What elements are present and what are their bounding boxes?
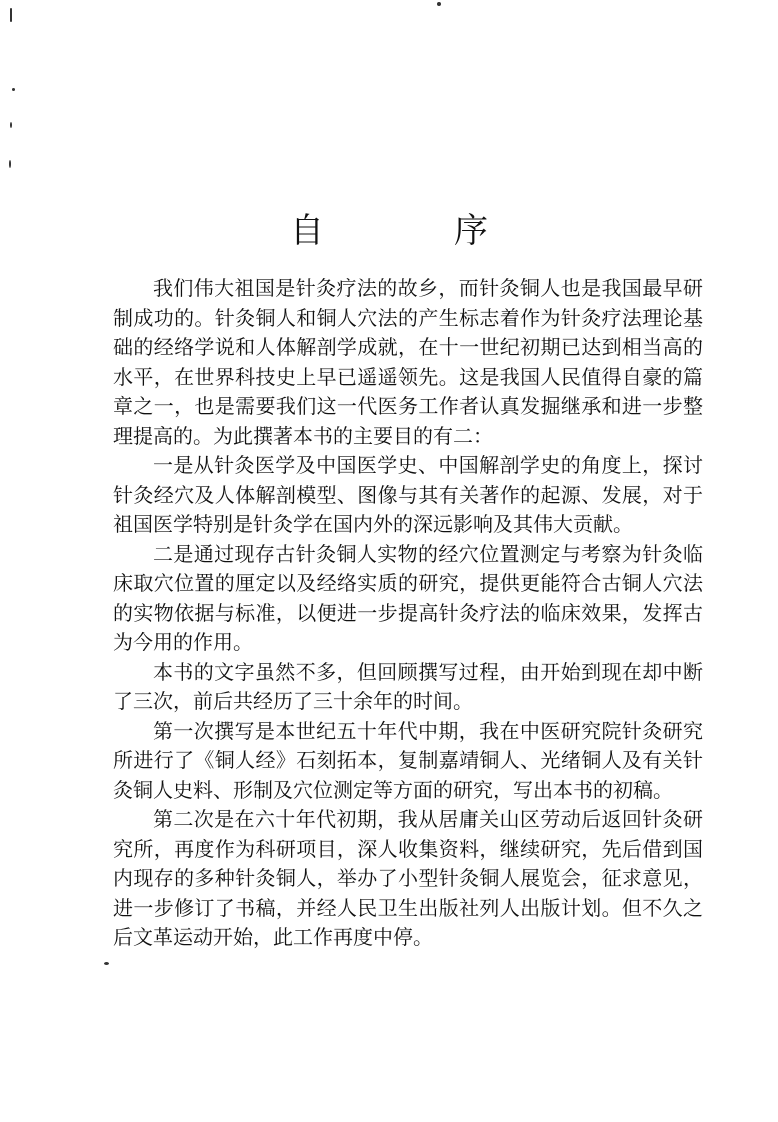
scan-speck [10,122,12,128]
scan-speck [9,160,11,168]
scan-speck [10,8,12,22]
paragraph: 第二次是在六十年代初期，我从居庸关山区劳动后返回针灸研究所，再度作为科研项目，深人收集资料，继续研究，先后借到国内现存的多种针灸铜人，举办了小型针灸铜人展览会，征求意见，进一步修订了书稿，并经人民卫生出版社列人出版计划。但不久之后文革运动开始，此工作再度中停。 [113,807,703,949]
paragraph: 一是从针灸医学及中国医学史、中国解剖学史的角度上，探讨针灸经穴及人体解剖模型、图像与其有关著作的起源、发展，对于祖国医学特别是针灸学在国内外的深远影响及其伟大贡献。 [113,453,703,536]
scan-speck [437,2,441,6]
page-title: 自 序 [290,210,536,251]
paragraph: 我们伟大祖国是针灸疗法的故乡，而针灸铜人也是我国最早研制成功的。针灸铜人和铜人穴法的产生标志着作为针灸疗法理论基础的经络学说和人体解剖学成就，在十一世纪初期已达到相当高的水平，在世界科技史上早已遥遥领先。这是我国人民值得自豪的篇章之一，也是需要我们这一代医务工作者认真发掘继承和进一步整理提高的。为此撰著本书的主要目的有二： [113,276,703,448]
paragraph: 第一次撰写是本世纪五十年代中期，我在中医研究院针灸研究所进行了《铜人经》石刻拓本，复制嘉靖铜人、光绪铜人及有关针灸铜人史料、形制及穴位测定等方面的研究，写出本书的初稿。 [113,718,703,802]
scan-speck [104,962,109,965]
paragraph: 本书的文字虽然不多，但回顾撰写过程，由开始到现在却中断了三次，前后共经历了三十余年的时间。 [113,659,703,713]
scan-speck [12,88,15,91]
body-text [113,274,703,953]
paragraph: 二是通过现存古针灸铜人实物的经穴位置测定与考察为针灸临床取穴位置的厘定以及经络实质的研究，提供更能符合古铜人穴法的实物依据与标准，以便进一步提高针灸疗法的临床效果，发挥古为今用的作用。 [113,541,703,654]
